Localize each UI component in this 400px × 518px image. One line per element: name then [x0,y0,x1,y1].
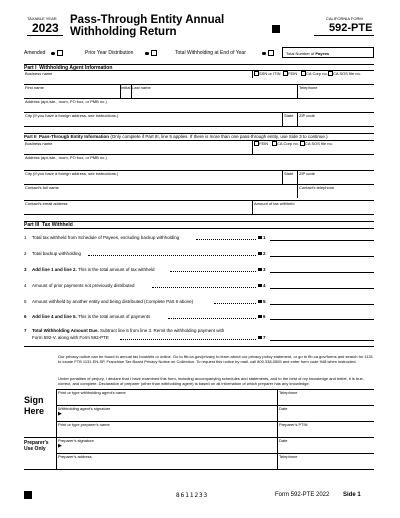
line4-amount-field[interactable] [270,288,374,289]
p1-fein-checkbox[interactable] [283,71,288,76]
amended-label: Amended [24,50,46,56]
p2-contact-name-label: Contact's full name [25,184,59,190]
line3-bold-text: Add line 1 and line 2. [32,267,77,272]
line3-amount-field[interactable] [270,272,374,273]
leader-dots [152,287,256,288]
p2-ca-corp-checkbox[interactable] [272,141,277,146]
total-withholding-checkbox[interactable] [268,50,274,56]
rule [297,184,298,198]
line6-text-group [32,314,150,319]
scan-marker [272,25,280,33]
agent-signature-label: Withholding agent's signature [58,406,111,411]
leader-dots [214,303,256,304]
leader-dots [170,271,256,272]
line4-box-number: 4 [263,283,266,288]
here-label: Here [24,406,45,416]
leader-dots [168,318,256,319]
p1-business-name-label: Business name [25,70,53,76]
line3-box-number: 3 [263,267,266,272]
rule [24,84,374,85]
rule [252,200,253,214]
line5-box-number: 5 [263,299,266,304]
p1-fein-label: FEIN [288,70,298,76]
part1-subtitle: Withholding Agent Information [39,64,113,71]
line2-number: 2 [24,251,27,256]
line6-number: 6 [24,314,27,319]
rule [277,389,278,405]
form-title-line2: Withholding Return [70,26,177,38]
line7-box-number: 7 [263,335,266,340]
preparer-signature-field[interactable] [65,443,275,451]
leader-dots [88,255,256,256]
rule [282,170,283,184]
line1-text: Total tax withheld from Schedule of Payees, excluding backup withholding [32,235,180,240]
footer-side: Side 1 [343,492,361,498]
part2-title: Part II [24,133,37,139]
amended-checkbox[interactable] [57,50,63,56]
line3-text: This is the total amount of tax withheld [77,267,155,272]
line3-number: 3 [24,267,27,272]
p1-address-label: Address (apt./ste., room, PO box, or PMB no.) [25,98,107,104]
agent-telephone-label: Telephone [279,390,298,395]
rule [252,140,253,154]
line7-number: 7 [24,328,27,333]
line7-text: Subtract line 6 from line 3. Remit the withholding payment with [99,328,225,333]
use-only-label: Use Only [24,446,46,452]
line1-box-number: 1 [263,235,266,240]
arrow-marker-icon [258,300,262,304]
sign-label: Sign [24,395,44,405]
p2-contact-phone-label: Contact's telephone [299,184,335,190]
part3-top-rule [24,221,374,222]
line7-text-group [32,328,224,333]
p1-city-label: City (If you have a foreign address, see instructions.) [25,112,119,118]
p1-business-name-field[interactable] [24,70,252,84]
line5-text: Amount withheld by another entity and being distributed (Complete Part II above) [32,299,194,304]
preparer-signature-label: Preparer's signature [58,438,94,443]
rule [56,453,374,454]
p1-ca-corp-checkbox[interactable] [301,71,306,76]
payees-word: Payees [315,51,330,56]
barcode-number: 8611233 [176,492,209,499]
p2-ca-sos-checkbox[interactable] [300,141,305,146]
p2-state-label: State [284,170,294,176]
footer-form-id: Form 592-PTE 2022 [275,492,330,498]
part2-note: (Only complete if Part III, line 5 applies. If there is more than one pass-through entity, use Side 3 to continue.) [110,133,328,139]
rule [56,389,57,469]
p1-telephone-label: Telephone [299,84,318,90]
line4-number: 4 [24,283,27,288]
preparer-address-label: Preparer's address [58,454,92,459]
p2-ca-sos-label: CA SOS file no. [305,140,333,146]
p1-zip-label: ZIP code [299,112,315,118]
form-number: 592-PTE [329,22,373,34]
arrow-right-icon: ▶ [58,411,62,417]
line6-box-number: 6 [263,314,266,319]
preparer-date-label: Date [279,438,288,443]
p2-city-label: City (If you have a foreign address, see instructions.) [25,170,119,176]
p1-ca-sos-checkbox[interactable] [328,71,333,76]
rule [24,469,374,470]
line2-box-number: 2 [263,251,266,256]
line2-text: Total backup withholding [32,251,82,256]
line7-text-line2: Form 592-V, along with Form 592-PTE [32,335,109,340]
bullet-icon [145,52,149,56]
rule [24,200,374,201]
part3-subtitle: Tax Withheld [42,221,73,228]
p1-ca-sos-label: CA SOS file no. [333,70,361,76]
line4-text: Amount of prior payments not previously distributed [32,283,135,288]
line1-amount-field[interactable] [270,240,374,241]
scan-marker [24,491,32,499]
p2-address-label: Address (apt./ste., room, PO box, or PMB no.) [25,154,107,160]
line7-bold-text: Total Withholding Amount Due. [32,328,99,333]
p2-fein-label: FEIN [259,140,269,146]
preparer-telephone-label: Telephone [279,454,298,459]
total-withholding-label: Total Withholding at End of Year [175,50,246,56]
rule [297,112,298,126]
arrow-marker-icon [258,268,262,272]
rule [277,421,278,437]
rule [24,228,374,229]
p2-fein-checkbox[interactable] [254,141,259,146]
p2-contact-email-label: Contact's email address [25,200,68,206]
agent-date-label: Date [279,406,288,411]
agent-name-label: Print or type withholding agent's name [58,390,126,395]
rule [24,214,374,215]
arrow-marker-icon [258,336,262,340]
taxable-year-label: TAXABLE YEAR [27,16,57,21]
preparer-name-label: Print or type preparer's name [58,422,110,427]
p1-first-name-label: First name [25,84,44,90]
bullet-icon [262,52,266,56]
part1-title: Part I [24,64,37,71]
line2-amount-field[interactable] [270,256,374,257]
part3-heading [24,222,73,228]
line6-text: This is the total amount of payments [77,314,151,319]
rule [282,112,283,126]
p2-business-name-label: Business name [25,140,53,146]
line5-amount-field[interactable] [270,304,374,305]
p2-zip-label: ZIP code [299,170,315,176]
rule [24,346,374,347]
form-title-line1: Pass-Through Entity Annual [70,14,225,26]
bullet-icon [51,52,55,56]
line6-amount-field[interactable] [270,319,374,320]
line6-bold-text: Add line 4 and line 5. [32,314,77,319]
year-underline [27,35,63,36]
california-form-label: CALIFORNIA FORM [326,16,363,21]
tax-year: 2023 [32,21,59,35]
p1-state-label: State [284,112,294,118]
arrow-marker-icon [258,252,262,256]
perjury-declaration: Under penalties of perjury, I declare that I have examined this form, including accompanying schedules and statements, and to the best of my knowledge and belief, it is true, correct, and complete. Declaration of preparer (other than withholding agent) is based on all information of which preparer has any knowledge. [58,376,364,386]
p1-ssn-checkbox[interactable] [254,71,259,76]
leader-dots [120,339,256,340]
rule [297,170,298,184]
p1-ssn-label: SSN or ITIN [259,70,281,76]
preparers-label: Preparer's [24,440,49,446]
total-payees-label: Total Number of [286,51,315,56]
prior-year-label: Prior Year Distribution [85,50,134,56]
form-number-underline [314,35,374,36]
rule [252,70,253,78]
arrow-marker-icon [258,315,262,319]
arrow-right-icon: ▶ [58,443,62,449]
p2-ca-corp-label: CA Corp no. [277,140,299,146]
prior-year-checkbox[interactable] [151,50,157,56]
line5-number: 5 [24,299,27,304]
line3-text-group [32,267,154,272]
agent-signature-field[interactable] [65,411,275,419]
p1-initial-label: Initial [121,84,131,90]
part2-subtitle: Pass-Through Entity Information [39,133,110,139]
line1-number: 1 [24,235,27,240]
rule [24,126,374,127]
p1-ca-corp-label: CA Corp no. [306,70,328,76]
preparer-ptin-label: Preparer's PTIN [279,422,308,427]
part3-title: Part III [24,221,40,228]
p1-last-name-label: Last name [132,84,151,90]
arrow-marker-icon [258,236,262,240]
leader-dots [196,239,256,240]
part2-heading [24,134,328,139]
arrow-marker-icon [258,284,262,288]
p2-amount-withheld-label: Amount of tax withheld [254,200,295,206]
privacy-notice: Our privacy notice can be found in annual tax booklets or online. Go to ftb.ca.gov/privacy to learn about our privacy policy statement, or go to ftb.ca.gov/forms and search for 1131 to locate FTB 1131 EN-SP, Franchise Tax Board Privacy Notice on Collection. To request this notice by mail, call 800.338.0505 and enter form code 948 when instructed. [58,354,373,364]
total-payees-field[interactable] [282,47,374,58]
rule [277,405,278,421]
rule [297,84,298,98]
line7-amount-field[interactable] [270,340,374,341]
